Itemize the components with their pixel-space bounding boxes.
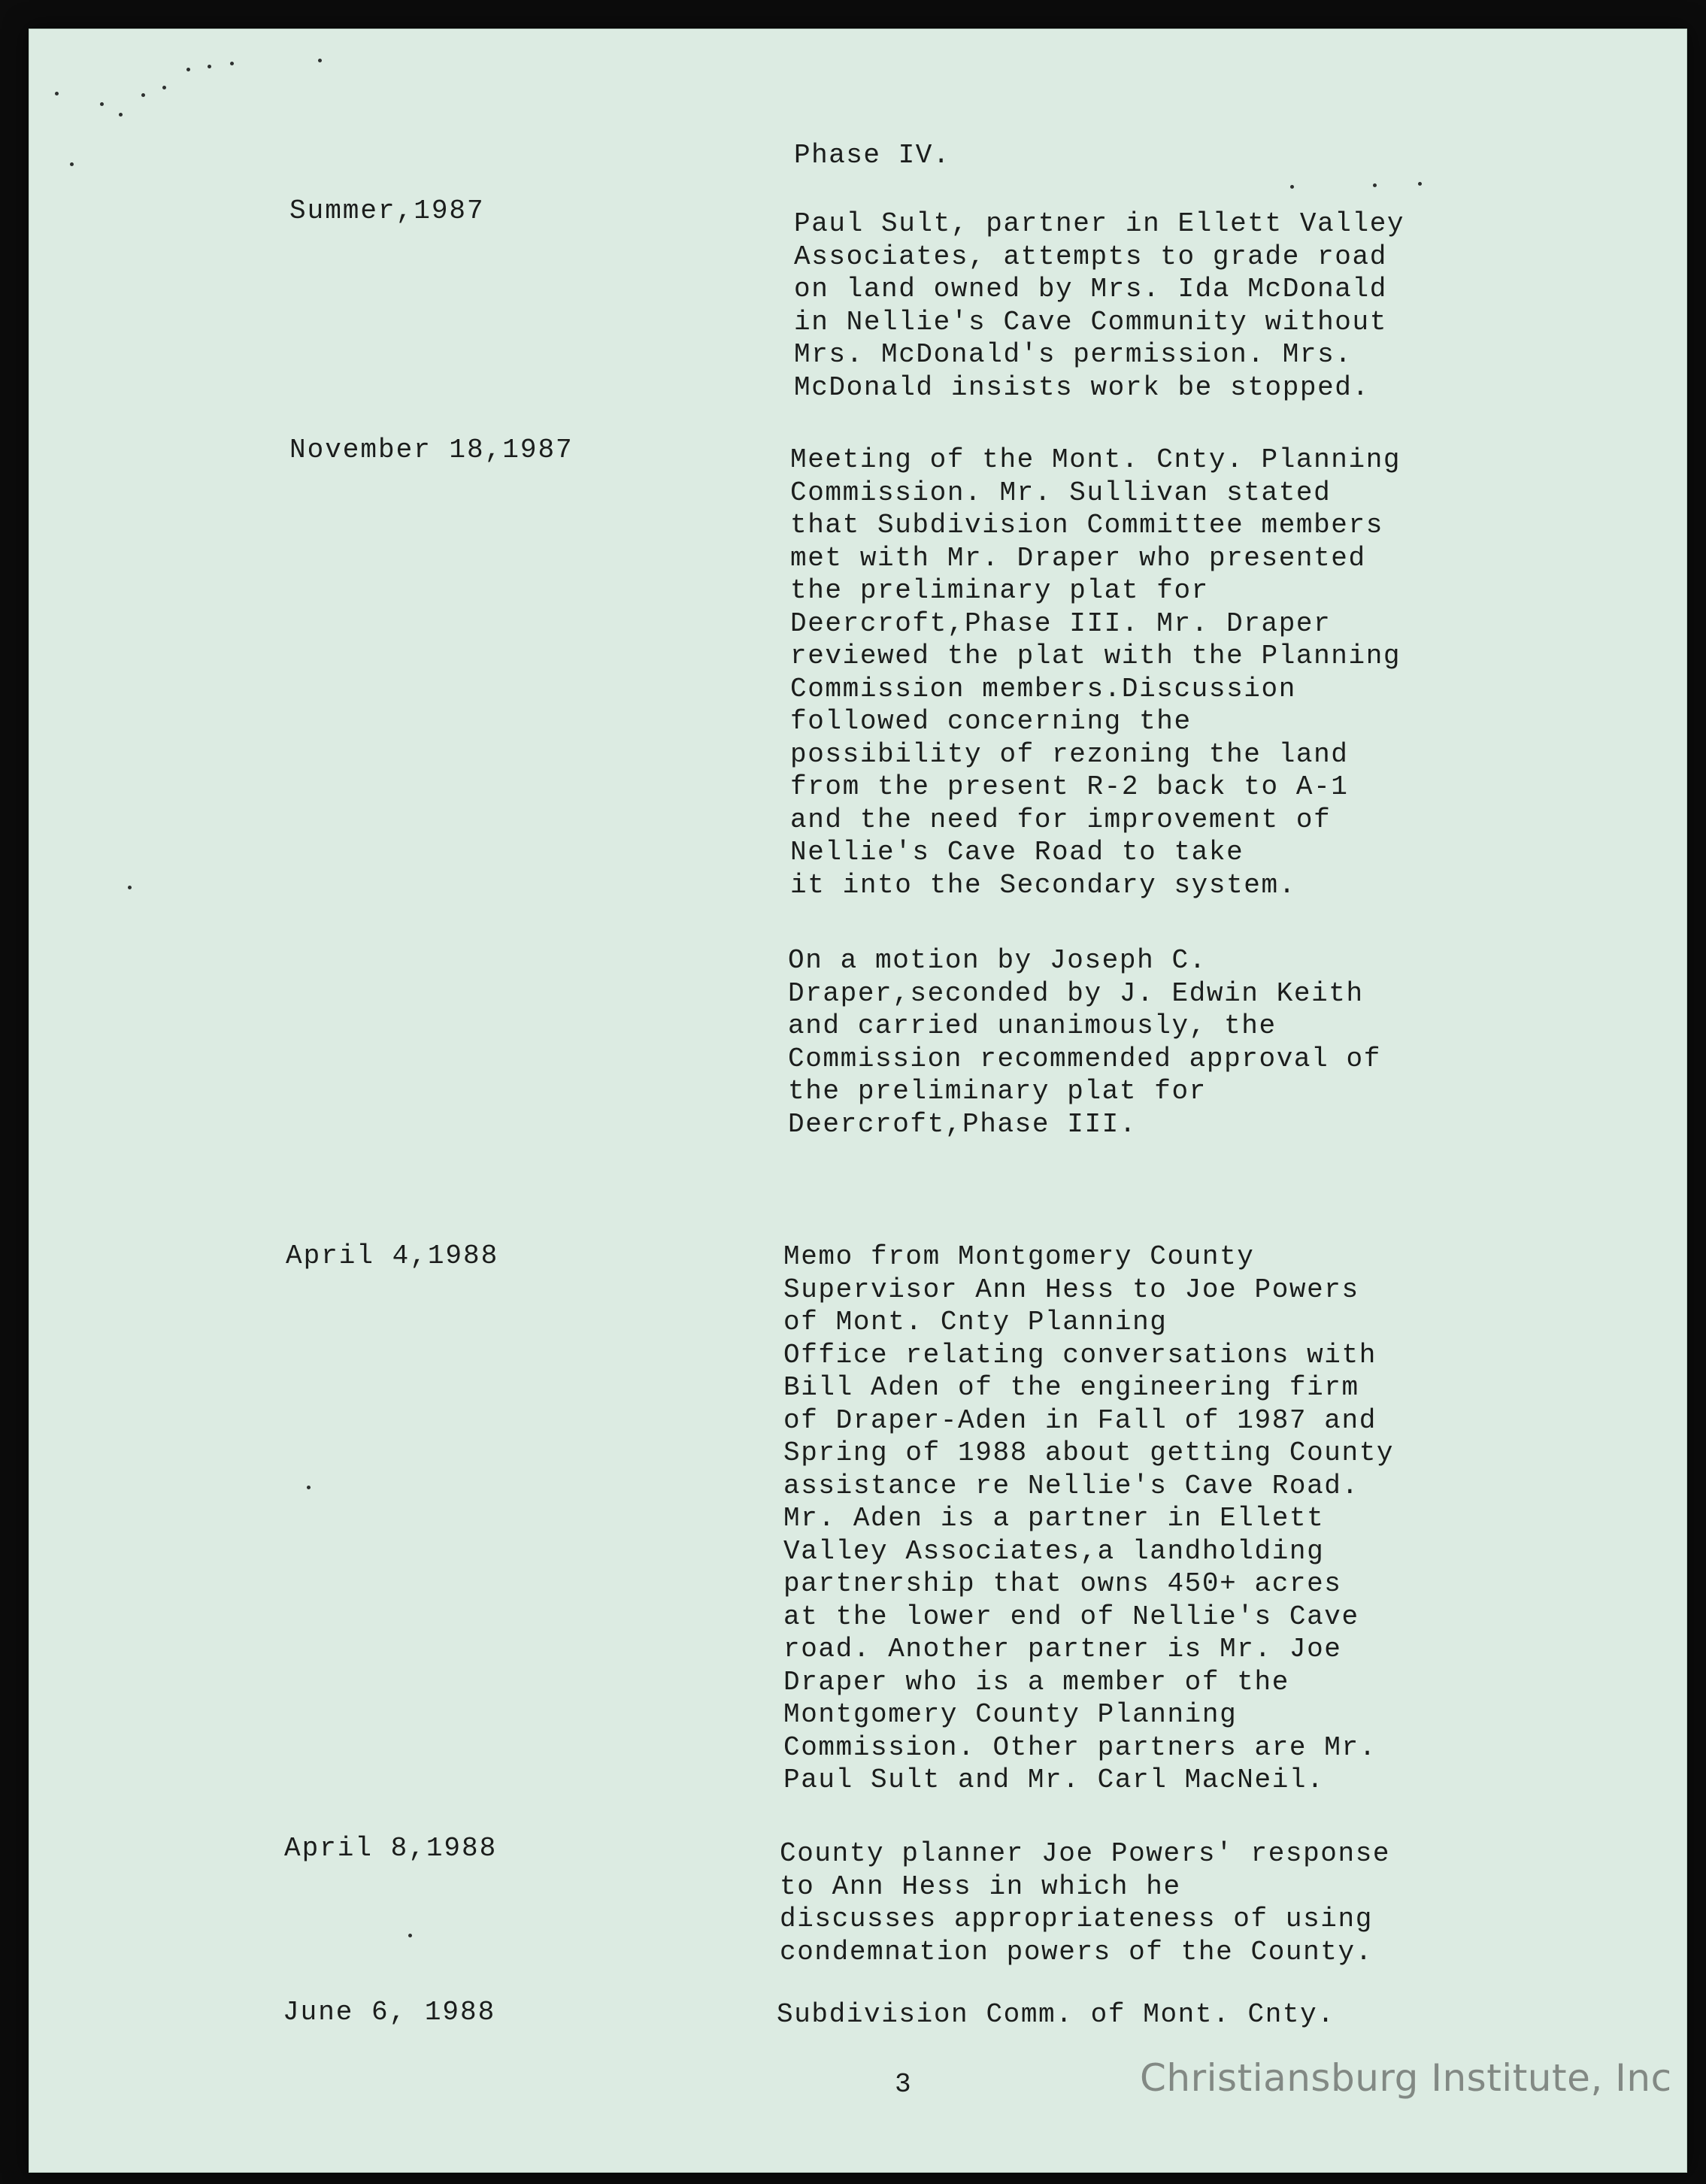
dust-speck <box>307 1486 311 1489</box>
entry-text-summer-1987: Paul Sult, partner in Ellett Valley Associates, attempts to grade road on land owned by Mrs. Ida McDonald in Nellie's Cave Community without Mrs. McDonald's permission. Mrs. McDonald insists work be stopped. <box>794 208 1405 403</box>
watermark: Christiansburg Institute, Inc <box>1140 2056 1672 2100</box>
page-number: 3 <box>895 2069 913 2100</box>
dust-speck <box>318 59 322 62</box>
entry-text-april-8-1988: County planner Joe Powers' response to Ann Hess in which he discusses appropriateness of using condemnation powers of the County. <box>780 1838 1391 1967</box>
dust-speck <box>1418 182 1422 186</box>
entry-text-november-18-1987: Meeting of the Mont. Cnty. Planning Commission. Mr. Sullivan stated that Subdivision Committee members met with Mr. Draper who presented the preliminary plat for Deercroft,Phase III. Mr. Draper reviewed the plat with the Planning Commission members.Discussion followed concerning the possibility of rezoning the land from the present R-2 back to A-1 and the need for improvement of Nellie's Cave Road to take it into the Secondary system. <box>790 444 1401 901</box>
dust-speck <box>55 92 59 95</box>
entry-date-november-18-1987: November 18,1987 <box>289 435 574 465</box>
dust-speck <box>1290 185 1294 189</box>
entry-date-summer-1987: Summer,1987 <box>289 195 485 226</box>
entry-text-april-4-1988: Memo from Montgomery County Supervisor Ann Hess to Joe Powers of Mont. Cnty Planning Office relating conversations with Bill Aden of the engineering firm of Draper-Aden in Fall of 1987 and Spring of 1988 about getting County assistance re Nellie's Cave Road. Mr. Aden is a partner in Ellett Valley Associates,a landholding partnership that owns 450+ acres at the lower end of Nellie's Cave road. Another partner is Mr. Joe Draper who is a member of the Montgomery County Planning Commission. Other partners are Mr. Paul Sult and Mr. Carl MacNeil. <box>783 1241 1395 1795</box>
dust-speck <box>162 86 166 89</box>
dust-speck <box>119 113 123 117</box>
dust-speck <box>408 1934 412 1937</box>
dust-speck <box>186 68 190 71</box>
section-heading: Phase IV. <box>794 140 950 171</box>
entry-text-november-18-1987-motion: On a motion by Joseph C. Draper,seconded by J. Edwin Keith and carried unanimously, the Commission recommended approval of the preliminary plat for Deercroft,Phase III. <box>788 945 1381 1140</box>
dust-speck <box>100 102 104 106</box>
entry-date-april-8-1988: April 8,1988 <box>284 1833 498 1864</box>
entry-date-april-4-1988: April 4,1988 <box>286 1240 499 1271</box>
dust-speck <box>128 886 132 889</box>
dust-speck <box>230 62 234 65</box>
entry-date-june-6-1988: June 6, 1988 <box>283 1997 496 2028</box>
dust-speck <box>70 162 74 166</box>
dust-speck <box>1373 183 1377 187</box>
dust-speck <box>141 93 145 97</box>
document-page <box>29 29 1687 2173</box>
entry-text-june-6-1988: Subdivision Comm. of Mont. Cnty. <box>777 1999 1335 2030</box>
dust-speck <box>208 65 211 68</box>
